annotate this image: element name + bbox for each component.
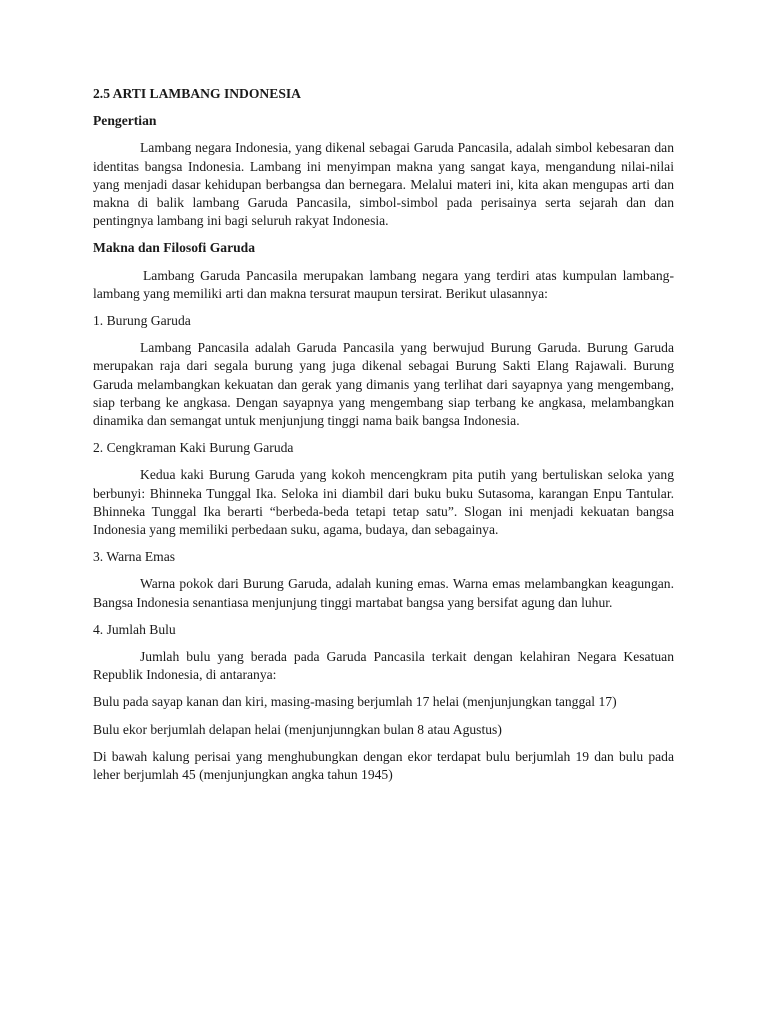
item-label-jumlah-bulu: 4. Jumlah Bulu — [93, 621, 176, 637]
item-label-cengkraman: 2. Cengkraman Kaki Burung Garuda — [93, 440, 294, 456]
paragraph-jumlah-bulu: Jumlah bulu yang berada pada Garuda Pancasila terkait dengan kelahiran Negara Kesatuan Republik Indonesia, di antaranya: — [93, 649, 674, 683]
document-page — [93, 85, 674, 793]
item-label-burung-garuda: 1. Burung Garuda — [93, 313, 191, 329]
item-label-warna-emas: 3. Warna Emas — [93, 549, 176, 565]
paragraph-warna-emas: Warna pokok dari Burung Garuda, adalah kuning emas. Warna emas melambangkan keagungan. Bangsa Indonesia senantiasa menjunjung tinggi martabat bangsa yang bersifat agung dan luhur. — [93, 576, 674, 610]
section-heading-pengertian: Pengertian — [93, 113, 157, 129]
paragraph-cengkraman: Kedua kaki Burung Garuda yang kokoh mencengkram pita putih yang bertuliskan seloka yang berbunyi: Bhinneka Tunggal Ika. Seloka ini diambil dari buku buku Sutasoma, karangan Enpu Tantular. Bhinneka Tunggal Ika berarti “berbeda-beda tetapi tetap satu”. Slogan ini menjadi kekuatan bangsa Indonesia yang memiliki perbedaan suku, agama, budaya, dan sebagainya. — [93, 467, 674, 538]
paragraph-burung-garuda: Lambang Pancasila adalah Garuda Pancasila yang berwujud Burung Garuda. Burung Garuda merupakan raja dari segala burung yang juga dikenal sebagai Burung Sakti Elang Rajawali. Burung Garuda melambangkan kekuatan dan gerak yang dimanis yang terlihat dari sayapnya yang mengembang, siap terbang ke angkasa. Dengan sayapnya yang mengembang siap terbang ke angkasa, melambangkan dinamika dan semangat untuk menjunjung tinggi nama baik bangsa Indonesia. — [93, 340, 674, 429]
document-title: 2.5 ARTI LAMBANG INDONESIA — [93, 86, 301, 101]
paragraph-makna: Lambang Garuda Pancasila merupakan lambang negara yang terdiri atas kumpulan lambang-lambang yang memiliki arti dan makna tersurat maupun tersirat. Berikut ulasannya: — [93, 267, 674, 301]
feather-note-sayap: Bulu pada sayap kanan dan kiri, masing-masing berjumlah 17 helai (menjunjungkan tanggal 17) — [93, 694, 617, 710]
paragraph-pengertian: Lambang negara Indonesia, yang dikenal sebagai Garuda Pancasila, adalah simbol kebesaran dan identitas bangsa Indonesia. Lambang ini menyimpan makna yang sangat kaya, mengandung nilai-nilai yang menjadi dasar kehidupan berbangsa dan bernegara. Melalui materi ini, kita akan mengupas arti dan makna di balik lambang Garuda Pancasila, simbol-simbol pada perisainya serta sejarah dan dan pentingnya lambang ini bagi seluruh rakyat Indonesia. — [93, 140, 674, 229]
feather-note-ekor: Bulu ekor berjumlah delapan helai (menjunjunngkan bulan 8 atau Agustus) — [93, 721, 502, 737]
section-heading-makna: Makna dan Filosofi Garuda — [93, 240, 256, 256]
feather-note-leher: Di bawah kalung perisai yang menghubungkan dengan ekor terdapat bulu berjumlah 19 dan bulu pada leher berjumlah 45 (menjunjungkan angka tahun 1945) — [93, 748, 674, 783]
